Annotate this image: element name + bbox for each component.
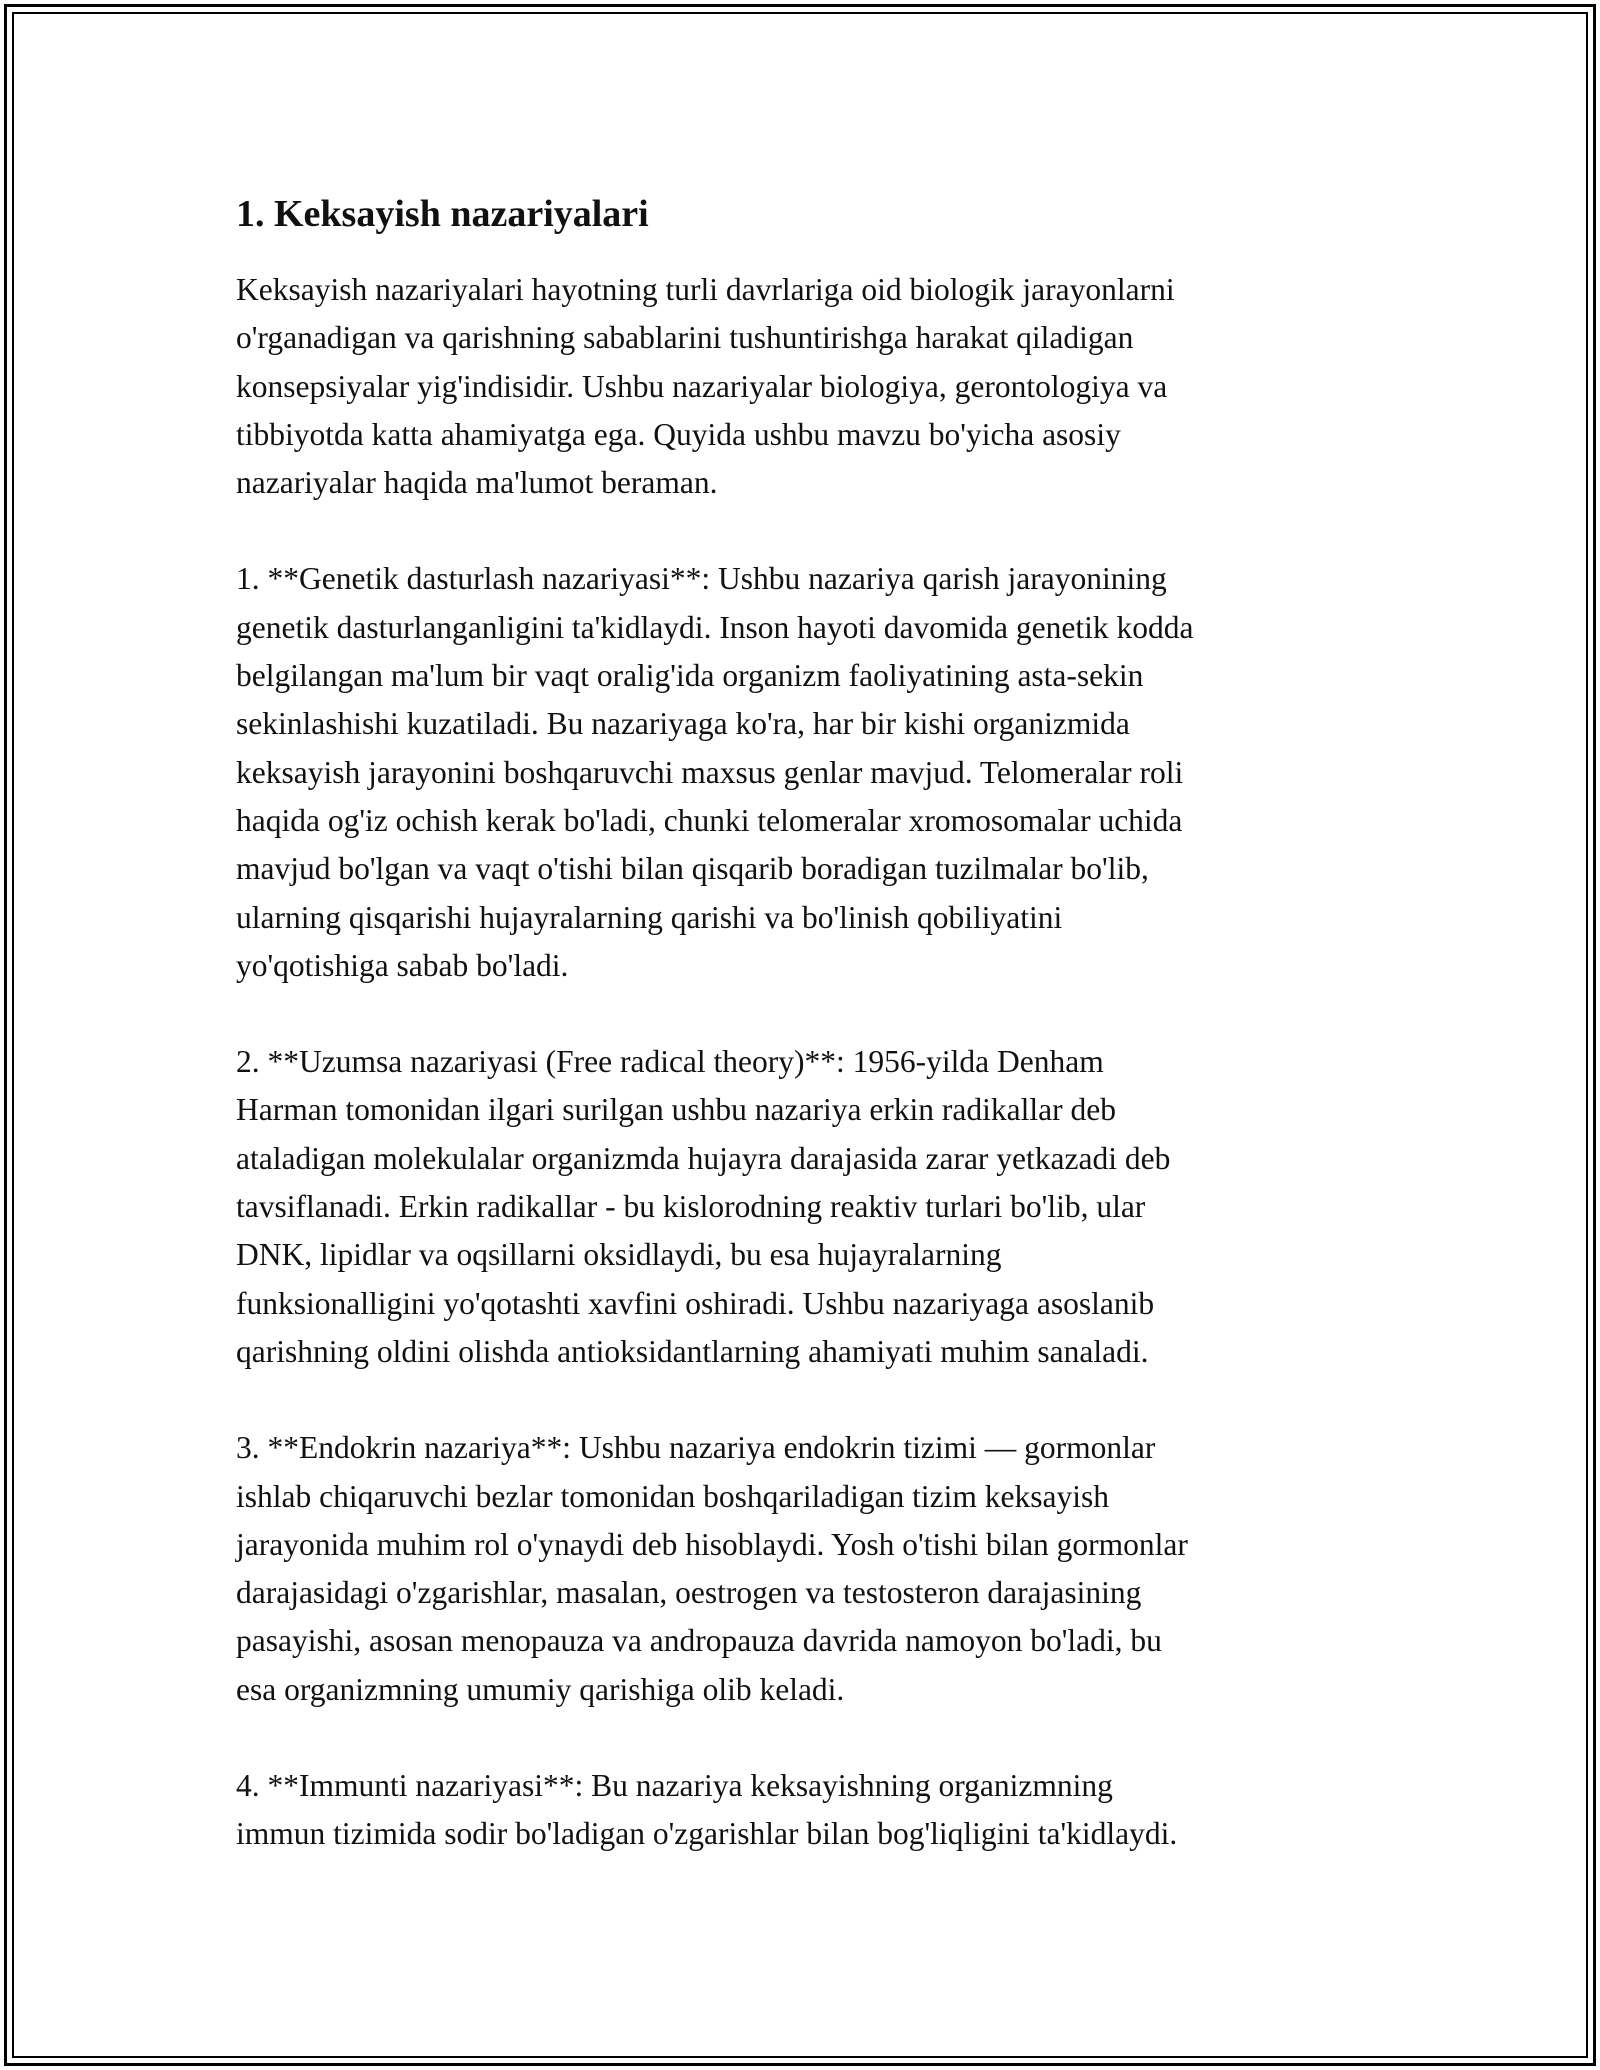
paragraph-free-radical-theory: 2. **Uzumsa nazariyasi (Free radical theory)**: 1956-yilda Denham Harman tomonidan ilgari surilgan ushbu nazariya erkin radikallar deb ataladigan molekulalar organizmda hujayra darajasida zarar yetkazadi deb tavsiflanadi. Erkin radikallar - bu kislorodning reaktiv turlari bo'lib, ular DNK, lipidlar va oqsillarni oksidlaydi, bu esa hujayralarning funksionalligini yo'qotashti xavfini oshiradi. Ushbu nazariyaga asoslanib qarishning oldini olishda antioksidantlarning ahamiyati muhim sanaladi. xyxy=(236,1044,1171,1369)
paragraph-genetic-programming: 1. **Genetik dasturlash nazariyasi**: Ushbu nazariya qarish jarayonining genetik dasturlanganligini ta'kidlaydi. Inson hayoti davomida genetik kodda belgilangan ma'lum bir vaqt oralig'ida organizm faoliyatining asta-sekin sekinlashishi kuzatiladi. Bu nazariyaga ko'ra, har bir kishi organizmida keksayish jarayonini boshqaruvchi maxsus genlar mavjud. Telomeralar roli haqida og'iz ochish kerak bo'ladi, chunki telomeralar xromosomalar uchida mavjud bo'lgan va vaqt o'tishi bilan qisqarib boradigan tuzilmalar bo'lib, ularning qisqarishi hujayralarning qarishi va bo'linish qobiliyatini yo'qotishiga sabab bo'ladi. xyxy=(236,561,1194,983)
paragraph-endocrine-theory: 3. **Endokrin nazariya**: Ushbu nazariya endokrin tizimi — gormonlar ishlab chiqaruvchi bezlar tomonidan boshqariladigan tizim keksayish jarayonida muhim rol o'ynaydi deb hisoblaydi. Yosh o'tishi bilan gormonlar darajasidagi o'zgarishlar, masalan, oestrogen va testosteron darajasining pasayishi, asosan menopauza va andropauza davrida namoyon bo'ladi, bu esa organizmning umumiy qarishiga olib keladi. xyxy=(236,1430,1188,1707)
document-body xyxy=(236,186,1366,1859)
intro-paragraph: Keksayish nazariyalari hayotning turli davrlariga oid biologik jarayonlarni o'rganadigan va qarishning sabablarini tushuntirishga harakat qiladigan konsepsiyalar yig'indisidir. Ushbu nazariyalar biologiya, gerontologiya va tibbiyotda katta ahamiyatga ega. Quyida ushbu mavzu bo'yicha asosiy nazariyalar haqida ma'lumot beraman. xyxy=(236,272,1175,501)
paragraph-immune-theory: 4. **Immunti nazariyasi**: Bu nazariya keksayishning organizmning immun tizimida sodir bo'ladigan o'zgarishlar bilan bog'liqligini ta'kidlaydi. xyxy=(236,1768,1178,1852)
document-title: 1. Keksayish nazariyalari xyxy=(236,193,649,235)
